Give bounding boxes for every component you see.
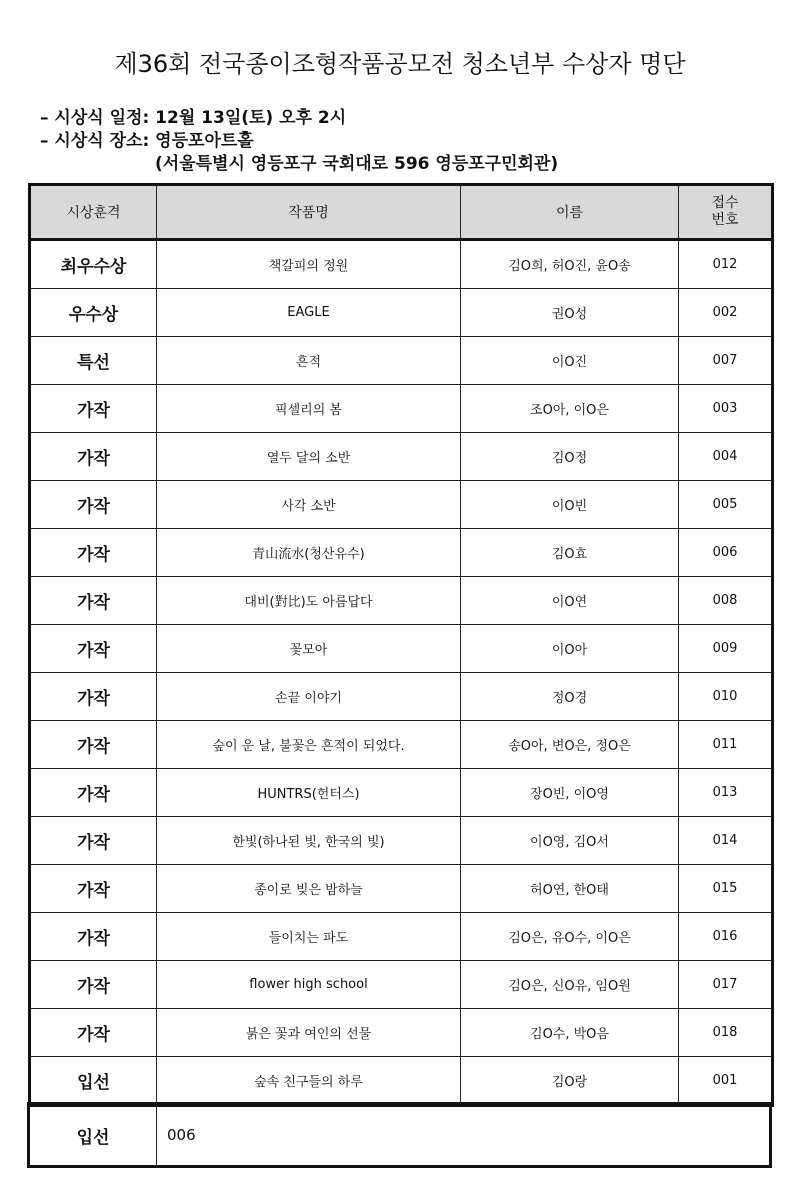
- extra-table: [27, 1102, 772, 1168]
- name-cell: 김O정: [461, 433, 679, 481]
- name-cell: 김O랑: [461, 1057, 679, 1106]
- extra-value: 006: [157, 1104, 771, 1167]
- ceremony-date: – 시상식 일정: 12월 13일(토) 오후 2시: [40, 108, 347, 128]
- name-cell: 정O경: [461, 673, 679, 721]
- number-cell: 008: [679, 577, 773, 625]
- number-cell: 016: [679, 913, 773, 961]
- name-cell: 김O효: [461, 529, 679, 577]
- table-row: [30, 385, 773, 433]
- number-cell: 015: [679, 865, 773, 913]
- table-row: [30, 769, 773, 817]
- award-cell: 가작: [30, 865, 157, 913]
- number-cell: 013: [679, 769, 773, 817]
- work-cell: 숲이 운 날, 불꽃은 흔적이 되었다.: [157, 721, 461, 769]
- name-cell: 권O성: [461, 289, 679, 337]
- award-cell: 최우수상: [30, 240, 157, 289]
- work-cell: 꽃모아: [157, 625, 461, 673]
- work-cell: 들이치는 파도: [157, 913, 461, 961]
- header-work: 작품명: [157, 185, 461, 240]
- table-row: [30, 625, 773, 673]
- award-cell: 우수상: [30, 289, 157, 337]
- work-cell: 손끝 이야기: [157, 673, 461, 721]
- name-cell: 김O은, 신O유, 임O원: [461, 961, 679, 1009]
- table-row: [30, 673, 773, 721]
- table-row: [30, 337, 773, 385]
- work-cell: 열두 달의 소반: [157, 433, 461, 481]
- table-row: [30, 289, 773, 337]
- number-cell: 018: [679, 1009, 773, 1057]
- award-cell: 가작: [30, 577, 157, 625]
- awards-table: [28, 183, 774, 1107]
- number-cell: 017: [679, 961, 773, 1009]
- award-cell: 가작: [30, 769, 157, 817]
- work-cell: 숲속 친구들의 하루: [157, 1057, 461, 1106]
- award-cell: 가작: [30, 721, 157, 769]
- work-cell: 붉은 꽃과 여인의 선물: [157, 1009, 461, 1057]
- number-cell: 009: [679, 625, 773, 673]
- award-cell: 가작: [30, 673, 157, 721]
- header-number: [679, 185, 773, 240]
- header-award: 시상훈격: [30, 185, 157, 240]
- table-header-row: [30, 185, 773, 240]
- award-cell: 가작: [30, 481, 157, 529]
- header-number-line2: 번호: [711, 212, 739, 228]
- table-row: [30, 529, 773, 577]
- table-row: [30, 577, 773, 625]
- award-cell: 가작: [30, 961, 157, 1009]
- work-cell: 흔적: [157, 337, 461, 385]
- work-cell: 종이로 빚은 밤하늘: [157, 865, 461, 913]
- award-cell: 가작: [30, 1009, 157, 1057]
- table-row: [30, 865, 773, 913]
- name-cell: 이O영, 김O서: [461, 817, 679, 865]
- name-cell: 이O진: [461, 337, 679, 385]
- award-cell: 가작: [30, 817, 157, 865]
- award-cell: 입선: [30, 1057, 157, 1106]
- award-cell: 특선: [30, 337, 157, 385]
- header-number-line1: 접수: [711, 195, 739, 211]
- name-cell: 장O빈, 이O영: [461, 769, 679, 817]
- table-row: [30, 817, 773, 865]
- name-cell: 허O연, 한O태: [461, 865, 679, 913]
- number-cell: 006: [679, 529, 773, 577]
- table-row: [30, 1009, 773, 1057]
- ceremony-address: (서울특별시 영등포구 국회대로 596 영등포구민회관): [155, 154, 559, 174]
- award-cell: 가작: [30, 625, 157, 673]
- table-row: [30, 721, 773, 769]
- number-cell: 010: [679, 673, 773, 721]
- table-row: [30, 433, 773, 481]
- number-cell: 012: [679, 240, 773, 289]
- number-cell: 003: [679, 385, 773, 433]
- work-cell: 한빛(하나된 빛, 한국의 빛): [157, 817, 461, 865]
- table-row: [30, 481, 773, 529]
- award-cell: 가작: [30, 913, 157, 961]
- work-cell: 青山流水(청산유수): [157, 529, 461, 577]
- award-cell: 가작: [30, 433, 157, 481]
- award-cell: 가작: [30, 385, 157, 433]
- name-cell: 김O은, 유O수, 이O은: [461, 913, 679, 961]
- award-cell: 가작: [30, 529, 157, 577]
- name-cell: 조O아, 이O은: [461, 385, 679, 433]
- number-cell: 005: [679, 481, 773, 529]
- name-cell: 송O아, 변O은, 정O은: [461, 721, 679, 769]
- number-cell: 002: [679, 289, 773, 337]
- name-cell: 이O빈: [461, 481, 679, 529]
- extra-row: [29, 1104, 771, 1167]
- work-cell: EAGLE: [157, 289, 461, 337]
- name-cell: 김O수, 박O음: [461, 1009, 679, 1057]
- number-cell: 007: [679, 337, 773, 385]
- name-cell: 이O아: [461, 625, 679, 673]
- work-cell: HUNTRS(헌터스): [157, 769, 461, 817]
- number-cell: 014: [679, 817, 773, 865]
- table-row: [30, 1057, 773, 1106]
- number-cell: 004: [679, 433, 773, 481]
- table-row: [30, 240, 773, 289]
- work-cell: 사각 소반: [157, 481, 461, 529]
- work-cell: flower high school: [157, 961, 461, 1009]
- table-row: [30, 913, 773, 961]
- table-row: [30, 961, 773, 1009]
- work-cell: 대비(對比)도 아름답다: [157, 577, 461, 625]
- name-cell: 김O희, 허O진, 윤O송: [461, 240, 679, 289]
- page-title: 제36회 전국종이조형작품공모전 청소년부 수상자 명단: [114, 50, 686, 78]
- number-cell: 001: [679, 1057, 773, 1106]
- work-cell: 픽셀리의 봄: [157, 385, 461, 433]
- extra-award: 입선: [29, 1104, 157, 1167]
- number-cell: 011: [679, 721, 773, 769]
- ceremony-venue: – 시상식 장소: 영등포아트홀: [40, 131, 254, 151]
- name-cell: 이O연: [461, 577, 679, 625]
- header-name: 이름: [461, 185, 679, 240]
- work-cell: 책갈피의 정원: [157, 240, 461, 289]
